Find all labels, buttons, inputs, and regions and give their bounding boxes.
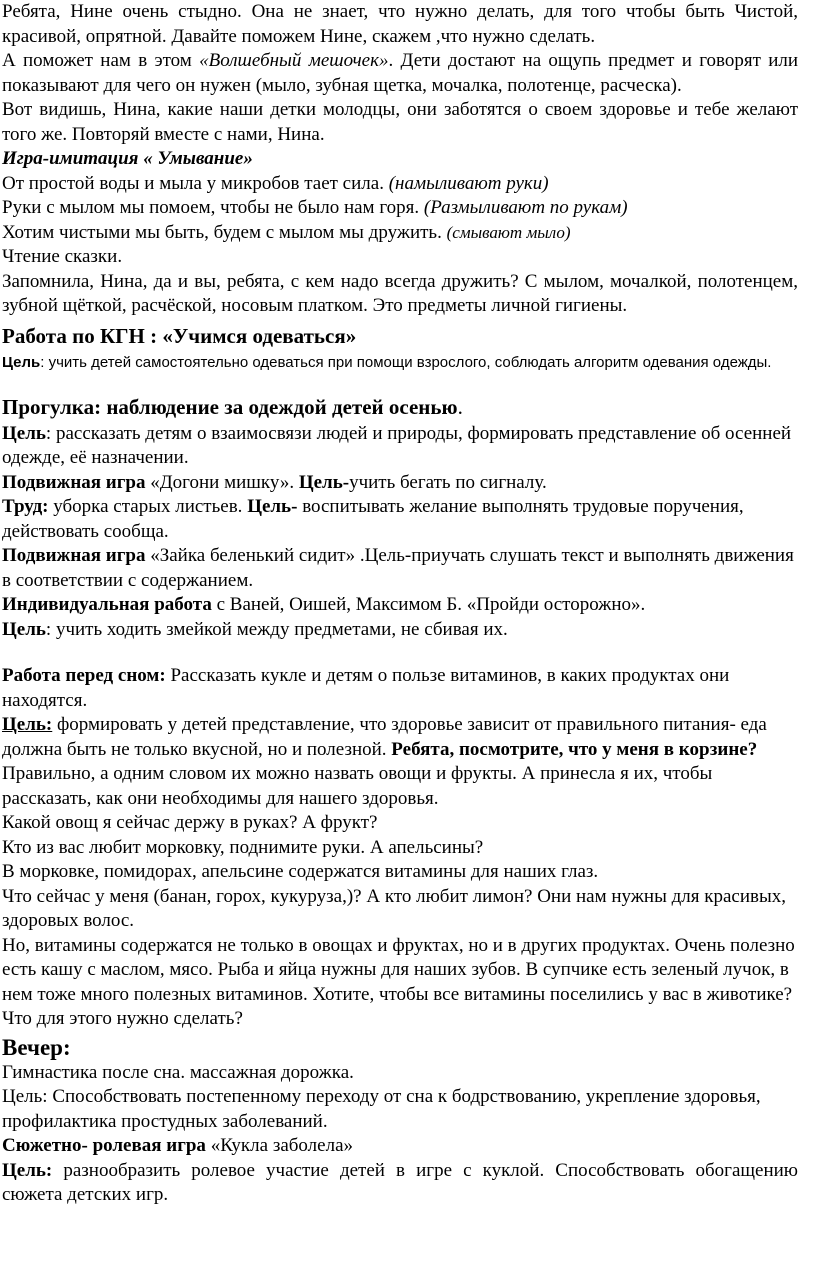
sleep-paragraph-3: Кто из вас любит морковку, поднимите руки. А апельсины? — [2, 836, 484, 858]
intro-text-2a: А поможет нам в этом — [2, 50, 200, 71]
walk-title-dot: . — [457, 394, 463, 419]
kgn-heading: Работа по КГН : «Учимся одеваться» — [2, 323, 357, 348]
walk-work-goal-label: Цель- — [247, 496, 298, 517]
walk-title: Прогулка: наблюдение за одеждой детей осенью — [2, 394, 458, 419]
walk-individual-goal-text: : учить ходить змейкой между предметами, не сбивая их. — [45, 618, 508, 640]
section-spacer — [2, 642, 798, 664]
sleep-goal — [2, 713, 798, 762]
game-line-2 — [2, 196, 798, 221]
sleep-paragraph-1: Правильно, а одним словом их можно назвать овощи и фрукты. А принесла я их, чтобы рассказать, как они необходимы для нашего здоровья. — [2, 763, 713, 809]
intro-text-2c: . Дети достают на ощупь предмет и говорят или показывают для чего он нужен (мыло, зубная щетка, мочалка, полотенце, расческа). — [2, 50, 799, 96]
evening-goal — [2, 1159, 798, 1208]
sleep-goal-question: Ребята, посмотрите, что у меня в корзине? — [391, 738, 758, 760]
evening-paragraph-1: Гимнастика после сна. массажная дорожка. — [2, 1061, 354, 1083]
sleep-text: Рассказать кукле и детям о пользе витаминов, в каких продуктах они находятся. — [2, 665, 730, 711]
sleep-intro — [2, 664, 798, 713]
walk-work-text: уборка старых листьев. — [48, 496, 248, 517]
game-summary: Запомнила, Нина, да и вы, ребята, с кем надо всегда дружить? С мылом, мочалкой, полотенцем, зубной щёткой, расчёской, носовым платком. Это предметы личной гигиены. — [2, 270, 798, 316]
walk-individual-label: Индивидуальная работа — [2, 594, 212, 615]
walk-game-1-name: «Догони мишку». — [150, 471, 299, 493]
walk-individual-goal-label: Цель — [2, 618, 46, 640]
walk-goal-label: Цель — [2, 422, 46, 444]
walk-game-2-label: Подвижная игра — [2, 545, 146, 566]
walk-goal-text: : рассказать детям о взаимосвязи людей и природы, формировать представление об осенней одежде, её назначении. — [2, 422, 792, 468]
walk-game-2-text: «Зайка беленький сидит» .Цель-приучать слушать текст и выполнять движения в соответствии с содержанием. — [2, 545, 794, 591]
evening-role-label: Сюжетно- ролевая игра — [2, 1135, 206, 1156]
walk-game-1-goal-label: Цель- — [298, 471, 350, 493]
kgn-goal — [2, 351, 798, 374]
magic-bag-title: «Волшебный мешочек» — [199, 50, 389, 71]
game-line-2-text: Руки с мылом мы помоем, чтобы не было нам горя. — [2, 197, 424, 218]
evening-role-game — [2, 1134, 798, 1159]
kgn-goal-text: : учить детей самостоятельно одеваться при помощи взрослого, соблюдать алгоритм одевания одежды. — [40, 353, 772, 371]
intro-paragraph-3 — [2, 98, 798, 147]
walk-game-1-label: Подвижная игра — [2, 471, 151, 493]
game-line-1-text: От простой воды и мыла у микробов тает сила. — [2, 172, 389, 194]
walk-game-1-goal-text: учить бегать по сигналу. — [349, 471, 547, 493]
intro-text-3: Вот видишь, Нина, какие наши детки молодцы, они заботятся о своем здоровье и тебе желают того же. Повторяй вместе с нами, Нина. — [2, 99, 798, 145]
intro-paragraph-2 — [2, 49, 798, 98]
reading-line: Чтение сказки. — [2, 246, 123, 267]
game-line-1 — [2, 172, 798, 197]
evening-heading: Вечер: — [2, 1034, 71, 1060]
walk-work-goal-text: воспитывать желание выполнять трудовые поручения, действовать сообща. — [2, 496, 744, 542]
walk-heading — [2, 394, 798, 420]
walk-individual — [2, 593, 798, 618]
intro-text-1: Ребята, Нине очень стыдно. Она не знает, что нужно делать, для того чтобы быть Чистой, красивой, опрятной. Давайте поможем Нине, скажем ,что нужно сделать. — [2, 1, 798, 47]
game-line-3-note: (смывают мыло) — [446, 222, 571, 242]
game-line-3 — [2, 221, 798, 246]
intro-paragraph-1 — [2, 0, 798, 49]
sleep-paragraph-4: В морковке, помидорах, апельсине содержатся витамины для наших глаз. — [2, 861, 599, 882]
sleep-paragraph-6: Но, витамины содержатся не только в овощах и фруктах, но и в других продуктах. Очень полезно есть кашу с маслом, мясо. Рыба и яйца нужны для наших зубов. В супчике есть зеленый лучок, в нем тоже много полезных витаминов. Хотите, чтобы все витамины поселились у вас в животике? Что для этого нужно сделать? — [2, 934, 795, 1029]
walk-work-label: Труд: — [2, 496, 49, 517]
sleep-paragraph-5: Что сейчас у меня (банан, горох, кукуруза,)? А кто любит лимон? Они нам нужны для красивых, здоровых волос. — [2, 885, 787, 931]
game-line-3-text: Хотим чистыми мы быть, будем с мылом мы дружить. — [2, 221, 447, 243]
walk-game-2 — [2, 544, 798, 593]
kgn-goal-label: Цель — [2, 353, 41, 371]
sleep-goal-label: Цель: — [2, 714, 53, 735]
walk-game-1 — [2, 471, 798, 496]
walk-individual-goal — [2, 618, 798, 643]
sleep-label: Работа перед сном: — [2, 665, 166, 686]
evening-goal-label: Цель: — [2, 1159, 53, 1181]
sleep-goal-text: формировать у детей представление, что здоровье зависит от правильного питания- еда должна быть не только вкусной, но и полезной. — [2, 714, 767, 760]
sleep-paragraph-2: Какой овощ я сейчас держу в руках? А фрукт? — [2, 812, 378, 833]
evening-paragraph-2: Цель: Способствовать постепенному переходу от сна к бодрствованию, укрепление здоровья, профилактика простудных заболеваний. — [2, 1086, 761, 1132]
evening-goal-text: разнообразить ролевое участие детей в игре с куклой. Способствовать обогащению сюжета детских игр. — [2, 1159, 798, 1205]
game-line-1-note: (намыливают руки) — [388, 172, 549, 194]
walk-work — [2, 495, 798, 544]
game-line-2-note: (Размыливают по рукам) — [423, 197, 628, 218]
walk-individual-text: с Ваней, Оишей, Максимом Б. «Пройди осторожно». — [211, 594, 646, 615]
game-title: Игра-имитация « Умывание» — [2, 148, 253, 169]
walk-goal — [2, 422, 798, 471]
evening-role-text: «Кукла заболела» — [205, 1135, 354, 1156]
